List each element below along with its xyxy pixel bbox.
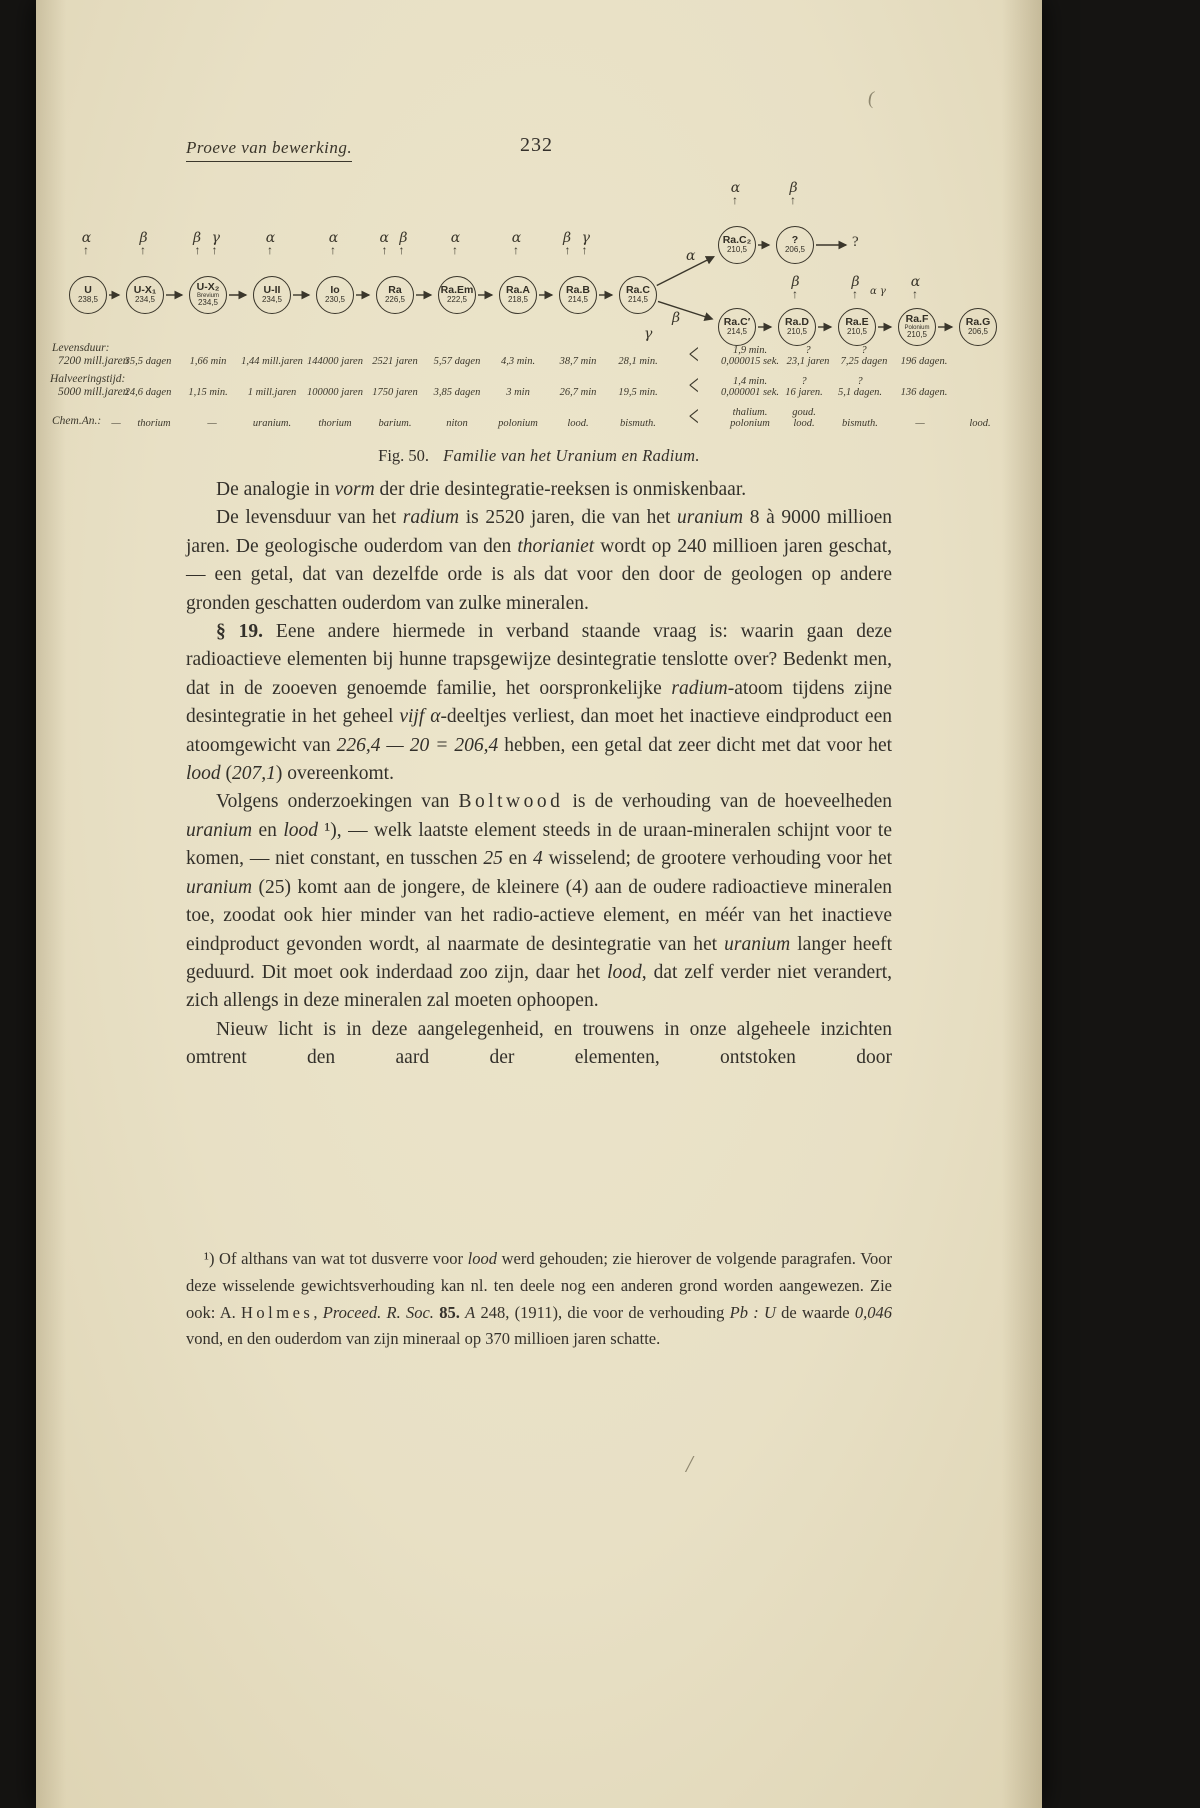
figure-caption-title: Familie van het Uranium en Radium. — [443, 446, 700, 465]
table-cell: 144000 jaren — [307, 356, 363, 367]
decay-terminal-unknown: ? — [852, 234, 859, 250]
table-cell: 38,7 min — [559, 356, 597, 367]
decay-node-RaC2: Ra.C₂ 210,5 — [718, 226, 756, 264]
table-cell: 1 mill.jaren — [247, 387, 297, 398]
table-row-label: Levensduur: — [52, 342, 110, 354]
table-cell: ? 23,1 jaren — [786, 345, 830, 367]
figure-caption-number: Fig. 50. — [378, 446, 430, 465]
page-number: 232 — [520, 134, 553, 156]
table-cell: 196 dagen. — [900, 356, 948, 367]
table-cell: 3,85 dagen — [433, 387, 481, 398]
table-cell: lood. — [567, 418, 589, 429]
stray-mark: ( — [866, 87, 876, 110]
particle-label-RaE: β ↑ — [851, 274, 863, 301]
body-paragraph: § 19. Eene andere hiermede in verband staande vraag is: waarin gaan deze radioactieve elementen bij hunne trapsgewijze desintegratie tenslotte over? Bedenkt men, dat in de zooeven genoemde familie, het oorspronkelijke radium-atoom tijdens zijne desintegratie in het geheel vijf α-deeltjes verliest, dan moet het inactieve eindproduct een atoomgewicht van 226,4 — 20 = 206,4 hebben, een getal dat zeer dicht met dat voor het lood (207,1) overeenkomt. — [186, 621, 893, 785]
particle-float-label: α — [686, 248, 696, 264]
running-header: Proeve van bewerking. — [186, 138, 352, 162]
table-cell: 3 min — [506, 387, 530, 398]
decay-node-UX1: U-X₁ 234,5 — [126, 276, 164, 314]
table-cell: 1,9 min. 0,000015 sek. — [720, 345, 780, 367]
table-cell: 1,66 min — [189, 356, 227, 367]
decay-node-Ra: Ra 226,5 — [376, 276, 414, 314]
table-cell: thorium — [137, 418, 171, 429]
body-paragraph: De analogie in vorm der drie desintegratie-reeksen is onmiskenbaar. — [216, 479, 747, 500]
decay-node-RaEm: Ra.Em 222,5 — [438, 276, 476, 314]
table-cell: thorium — [318, 418, 352, 429]
particle-label-UX2: β γ ↑ ↑ — [193, 230, 223, 257]
table-cell: 28,1 min. — [618, 356, 658, 367]
table-cell: 35,5 dagen — [124, 356, 172, 367]
decay-node-Q1: ? 206,5 — [776, 226, 814, 264]
table-cell: 1,44 mill.jaren — [241, 356, 303, 367]
stray-mark: / — [686, 1452, 693, 1478]
table-brace: < — [688, 338, 699, 372]
table-cell: uranium. — [252, 418, 292, 429]
table-cell: 26,7 min — [559, 387, 597, 398]
table-cell: ? 5,1 dagen. — [837, 376, 883, 398]
particle-label-U: α ↑ — [81, 230, 95, 257]
particle-float-label: β — [672, 310, 681, 326]
footnote — [186, 1246, 892, 1353]
table-cell: polonium — [498, 418, 538, 429]
table-row-label: Halveeringstijd: — [50, 373, 126, 385]
decay-node-RaC: Ra.C 214,5 — [619, 276, 657, 314]
table-cell: — — [207, 418, 217, 429]
particle-float-label: γ — [644, 326, 653, 342]
particle-float-label: α γ — [870, 286, 886, 297]
table-cell: 19,5 min. — [618, 387, 658, 398]
particle-label-UII: α ↑ — [265, 230, 279, 257]
figure-caption — [36, 446, 1042, 466]
body-paragraph: De levensduur van het radium is 2520 jaren, die van het uranium 8 à 9000 millioen jaren. De geologische ouderdom van den thorianiet wordt op 240 millioen jaren geschat, — een getal, dat van dezelfde orde is als dat voor den door de geologen op andere gronden geschatten ouderdom van zulke mineralen. — [186, 507, 892, 614]
table-cell: 1750 jaren — [372, 387, 418, 398]
table-cell: bismuth. — [842, 418, 878, 429]
particle-label-RaD: β ↑ — [791, 274, 803, 301]
table-cell: 2521 jaren — [372, 356, 418, 367]
decay-node-RaA: Ra.A 218,5 — [499, 276, 537, 314]
table-cell: 24,6 dagen — [124, 387, 172, 398]
table-cell: — — [111, 418, 121, 429]
table-cell: goud. lood. — [792, 407, 816, 429]
particle-label-Q1: β ↑ — [789, 180, 801, 207]
table-row-label: 7200 mill.jaren — [58, 355, 129, 367]
table-cell: 136 dagen. — [900, 387, 948, 398]
decay-node-U: U 238,5 — [69, 276, 107, 314]
particle-label-RaF: α ↑ — [910, 274, 924, 301]
particle-label-RaEm: α ↑ — [450, 230, 464, 257]
decay-node-RaE: Ra.E 210,5 — [838, 308, 876, 346]
table-row-label: Chem.An.: — [52, 415, 102, 427]
book-page — [36, 0, 1042, 1808]
table-cell: ? 7,25 dagen — [840, 345, 888, 367]
table-cell: ? 16 jaren. — [785, 376, 823, 398]
table-cell: 4,3 min. — [500, 356, 536, 367]
decay-node-UX2: U-X₂ Brevium 234,5 — [189, 276, 227, 314]
table-cell: 1,4 min. 0,000001 sek. — [720, 376, 780, 398]
body-paragraph: Nieuw licht is in deze aangelegenheid, en trouwens in onze algeheele inzichten omtrent den aard der elementen, ontstoken door — [186, 1018, 892, 1069]
decay-node-UII: U-II 234,5 — [253, 276, 291, 314]
decay-node-RaD: Ra.D 210,5 — [778, 308, 816, 346]
table-cell: lood. — [969, 418, 991, 429]
decay-node-RaC1: Ra.C′ 214,5 — [718, 308, 756, 346]
particle-label-RaA: α ↑ — [511, 230, 525, 257]
table-brace: < — [688, 400, 699, 434]
table-brace: < — [688, 369, 699, 403]
footnote-paragraph: ¹) Of althans van wat tot dusverre voor lood werd gehouden; zie hierover de volgende paragrafen. Voor deze wisselende gewichtsverhouding kan nl. ten deele nog een anderen grond worden aangewezen. Zie ook: A. Holmes, Proceed. R. Soc. 85. A 248, (1911), die voor de verhouding Pb : U de waarde 0,046 vond, en den ouderdom van zijn mineraal op 370 millioen jaren schatte. — [186, 1249, 893, 1349]
table-cell: 100000 jaren — [307, 387, 363, 398]
table-cell: niton — [446, 418, 468, 429]
decay-node-Io: Io 230,5 — [316, 276, 354, 314]
body-paragraph: Volgens onderzoekingen van Boltwood is de verhouding van de hoeveelheden uranium en lood ¹), — welk laatste element steeds in de uraan-mineralen schijnt voor te komen, — niet constant, en tusschen 25 en 4 wisselend; de grootere verhouding voor het uranium (25) komt aan de jongere, de kleinere (4) aan de oudere radioactieve mineralen toe, zoodat ook hier minder van het radio-actieve element, en méér van het inactieve eindproduct gevonden wordt, al naarmate de desintegratie van het uranium langer heeft geduurd. Dit moet ook inderdaad zoo zijn, daar het lood, dat zelf verder niet verandert, zich allengs in deze mineralen zal moeten ophoopen. — [186, 791, 893, 1012]
table-cell: barium. — [378, 418, 412, 429]
decay-node-RaB: Ra.B 214,5 — [559, 276, 597, 314]
table-cell: bismuth. — [620, 418, 656, 429]
decay-diagram — [36, 180, 1042, 480]
particle-label-Io: α ↑ — [328, 230, 342, 257]
decay-arrows-layer — [36, 190, 1042, 440]
table-cell: 5,57 dagen — [433, 356, 481, 367]
decay-node-RaG: Ra.G 206,5 — [959, 308, 997, 346]
table-row-label: 5000 mill.jaren — [58, 386, 129, 398]
table-cell: thalium. polonium — [730, 407, 770, 429]
decay-node-RaF: Ra.F Polonium 210,5 — [898, 308, 936, 346]
particle-label-RaB: β γ ↑ ↑ — [563, 230, 593, 257]
table-cell: 1,15 min. — [188, 387, 228, 398]
particle-label-UX1: β ↑ — [139, 230, 151, 257]
body-text — [186, 476, 892, 1073]
table-cell: — — [915, 418, 925, 429]
particle-label-RaC2: α ↑ — [730, 180, 744, 207]
particle-label-Ra: α β ↑ ↑ — [379, 230, 411, 257]
